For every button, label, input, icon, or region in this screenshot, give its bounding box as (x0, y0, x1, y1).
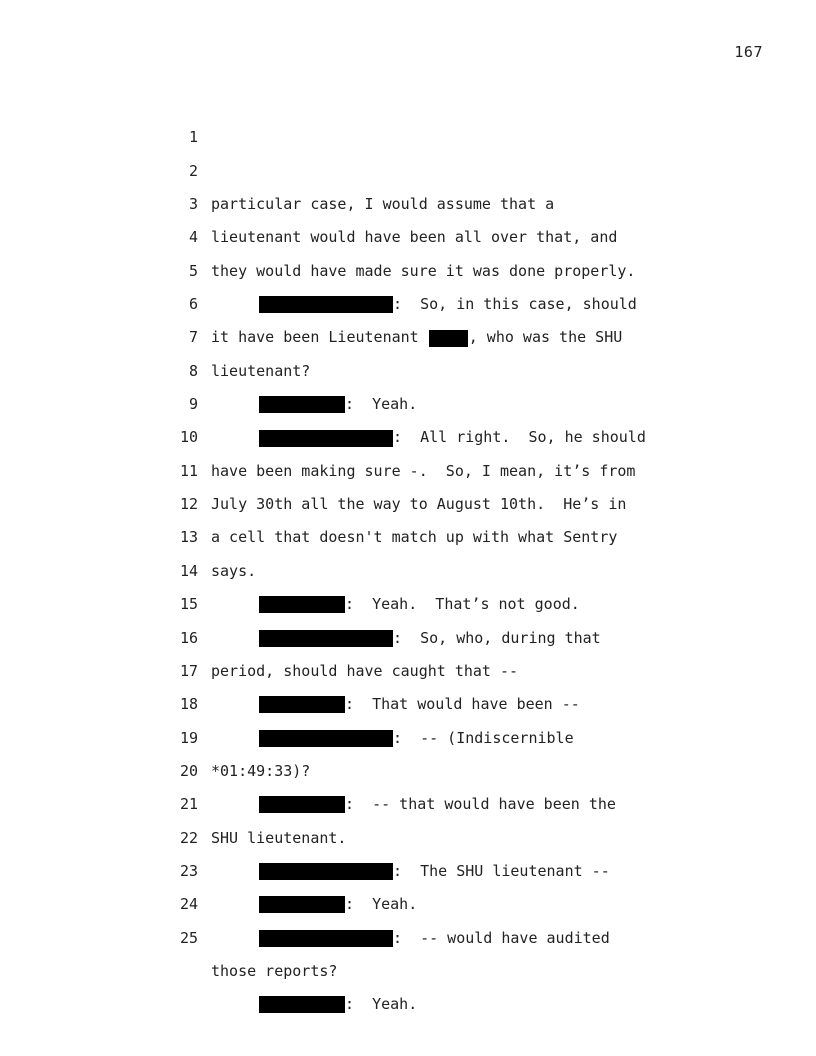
line-number: 8 (188, 361, 198, 380)
line-text: : Yeah. (345, 995, 418, 1014)
redacted-speaker-name (259, 996, 345, 1013)
line-number: 25 (179, 928, 198, 947)
line-number: 24 (179, 895, 198, 914)
line-text-before-redaction: it have been Lieutenant (211, 328, 428, 347)
transcript-body (0, 88, 816, 1014)
line-text: : Yeah. (345, 895, 418, 914)
line-number: 19 (179, 728, 198, 747)
line-number: 13 (179, 528, 198, 547)
line-number: 11 (179, 461, 198, 480)
line-text: says. (211, 561, 257, 580)
line-text: : Yeah. (345, 395, 418, 414)
line-number: 18 (179, 695, 198, 714)
line-text: have been making sure -. So, I mean, it’s from (211, 461, 636, 480)
line-number: 14 (179, 561, 198, 580)
line-text: lieutenant? (211, 361, 311, 380)
page-number: 167 (734, 43, 763, 61)
line-text: July 30th all the way to August 10th. He’s in (211, 495, 627, 514)
line-text: those reports? (211, 961, 338, 980)
line-number: 12 (179, 495, 198, 514)
line-text: : So, who, during that (393, 628, 601, 647)
line-number: 16 (179, 628, 198, 647)
line-text: period, should have caught that -- (211, 661, 519, 680)
line-text-after-redaction: , who was the SHU (468, 328, 623, 347)
line-number: 7 (188, 328, 198, 347)
line-text: : That would have been -- (345, 695, 580, 714)
line-text: *01:49:33)? (211, 761, 311, 780)
line-text: SHU lieutenant. (211, 828, 347, 847)
line-text: : So, in this case, should (393, 295, 637, 314)
line-text: : -- that would have been the (345, 795, 616, 814)
line-number: 2 (188, 161, 198, 180)
line-text: : -- would have audited (393, 928, 610, 947)
line-text: : -- (Indiscernible (393, 728, 574, 747)
line-number: 10 (179, 428, 198, 447)
line-number: 4 (188, 228, 198, 247)
line-text: a cell that doesn't match up with what Sentry (211, 528, 618, 547)
line-number: 23 (179, 861, 198, 880)
line-text: : Yeah. That’s not good. (345, 595, 580, 614)
line-number: 1 (188, 128, 198, 147)
line-number: 6 (188, 295, 198, 314)
line-number: 15 (179, 595, 198, 614)
line-text: particular case, I would assume that a (211, 195, 555, 214)
line-number: 3 (188, 195, 198, 214)
speaker-line (259, 988, 417, 1021)
line-number: 9 (188, 395, 198, 414)
line-text: : All right. So, he should (393, 428, 646, 447)
line-text: : The SHU lieutenant -- (393, 861, 610, 880)
line-number: 21 (179, 795, 198, 814)
line-number: 17 (179, 661, 198, 680)
speaker-line (259, 922, 610, 955)
redacted-speaker-name (259, 930, 393, 947)
line-number: 5 (188, 261, 198, 280)
line-text: lieutenant would have been all over that, and (211, 228, 618, 247)
line-text: they would have made sure it was done properly. (211, 261, 636, 280)
transcript-line (0, 88, 816, 214)
line-number: 22 (179, 828, 198, 847)
line-number: 20 (179, 761, 198, 780)
